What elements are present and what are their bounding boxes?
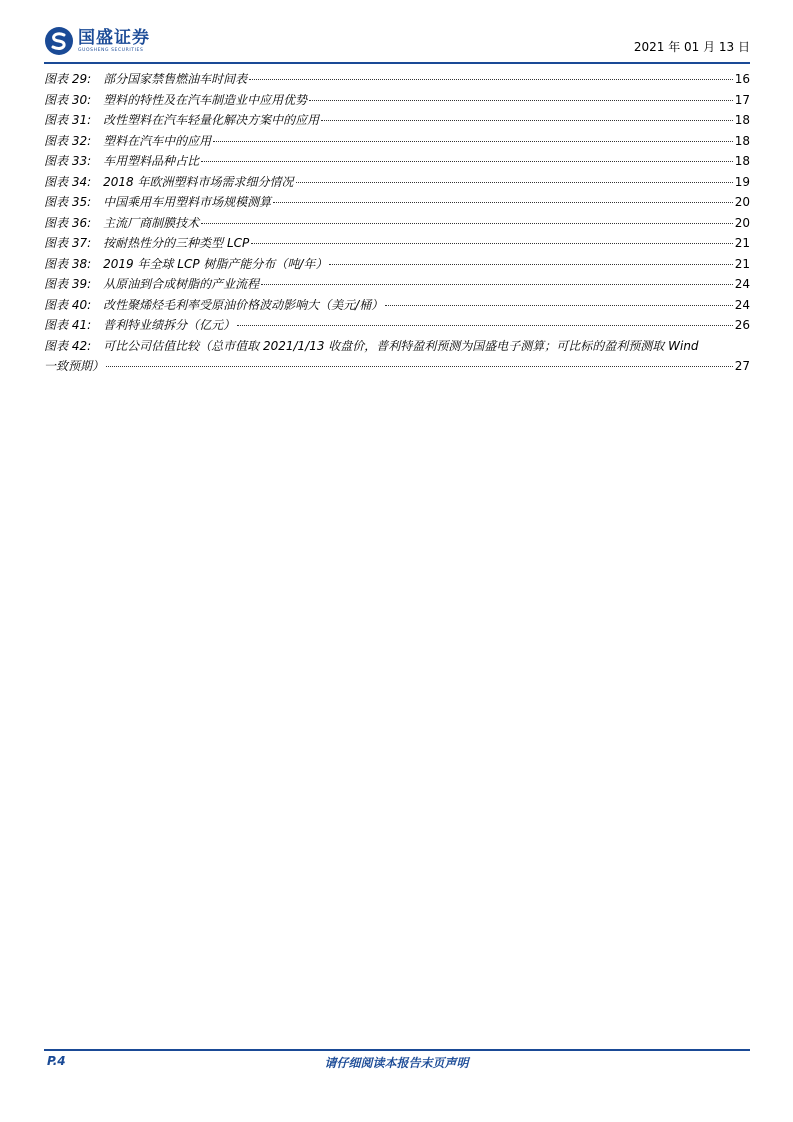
toc-figure-title: 可比公司估值比较（总市值取 2021/1/13 收盘价，普利特盈利预测为国盛电子测算；可比标的盈利预测取 Wind	[103, 338, 699, 353]
toc-figure-title-continued: 一致预期）	[44, 359, 105, 373]
toc-page-number: 27	[734, 359, 750, 373]
logo-name: 国盛证券	[78, 27, 150, 48]
toc-entry[interactable]	[44, 274, 750, 295]
toc-page-number: 18	[734, 154, 750, 168]
figure-table-of-contents	[44, 69, 750, 377]
dot-leader	[201, 223, 733, 224]
toc-page-number: 18	[734, 133, 750, 148]
toc-figure-label: 图表 40:	[44, 297, 92, 312]
toc-entry[interactable]	[44, 336, 750, 377]
toc-entry[interactable]	[44, 233, 750, 254]
toc-entry[interactable]	[44, 295, 750, 316]
toc-figure-label: 图表 31:	[44, 113, 92, 127]
toc-figure-title: 从原油到合成树脂的产业流程	[103, 277, 260, 291]
toc-page-number: 24	[734, 277, 750, 291]
toc-entry[interactable]	[44, 131, 750, 152]
dot-leader	[329, 264, 732, 265]
toc-figure-label: 图表 41:	[44, 318, 92, 332]
toc-page-number: 18	[734, 113, 750, 127]
dot-leader	[237, 325, 733, 326]
toc-entry[interactable]	[44, 90, 750, 111]
toc-figure-label: 图表 38:	[44, 256, 92, 271]
dot-leader	[249, 79, 733, 80]
dot-leader	[261, 284, 733, 285]
toc-entry[interactable]	[44, 213, 750, 234]
toc-figure-title: 主流厂商制膜技术	[103, 215, 200, 230]
toc-page-number: 21	[734, 236, 750, 250]
report-date: 2021 年 01 月 13 日	[633, 40, 750, 54]
toc-entry[interactable]	[44, 172, 750, 193]
dot-leader	[385, 305, 733, 306]
toc-figure-label: 图表 33:	[44, 154, 92, 168]
toc-figure-title: 改性聚烯烃毛利率受原油价格波动影响大（美元/桶）	[103, 297, 384, 312]
toc-entry[interactable]	[44, 69, 750, 90]
toc-page-number: 24	[734, 297, 750, 312]
toc-figure-title: 按耐热性分的三种类型 LCP	[103, 236, 250, 250]
logo-icon	[44, 26, 74, 56]
toc-figure-title: 中国乘用车用塑料市场规模测算	[103, 195, 272, 209]
toc-figure-title: 部分国家禁售燃油车时间表	[103, 72, 248, 86]
toc-page-number: 26	[734, 318, 750, 332]
dot-leader	[273, 202, 733, 203]
dot-leader	[309, 100, 733, 101]
toc-figure-title: 普利特业绩拆分（亿元）	[103, 318, 236, 332]
company-logo	[44, 26, 150, 56]
toc-entry[interactable]	[44, 110, 750, 131]
footer-divider	[44, 1049, 750, 1051]
dot-leader	[213, 141, 733, 142]
toc-figure-label: 图表 36:	[44, 215, 92, 230]
toc-figure-title: 塑料在汽车中的应用	[103, 133, 212, 148]
toc-figure-label: 图表 39:	[44, 277, 92, 291]
toc-figure-label: 图表 35:	[44, 195, 92, 209]
dot-leader	[321, 120, 733, 121]
toc-page-number: 19	[734, 174, 750, 189]
toc-figure-label: 图表 29:	[44, 72, 92, 86]
toc-figure-label: 图表 37:	[44, 236, 92, 250]
dot-leader	[201, 161, 733, 162]
dot-leader	[251, 243, 732, 244]
page-header	[44, 26, 750, 66]
toc-page-number: 20	[734, 195, 750, 209]
toc-page-number: 21	[734, 256, 750, 271]
dot-leader	[106, 366, 733, 367]
toc-figure-title: 2019 年全球 LCP 树脂产能分布（吨/年）	[103, 256, 328, 271]
toc-entry[interactable]	[44, 254, 750, 275]
toc-entry[interactable]	[44, 315, 750, 336]
toc-figure-label: 图表 34:	[44, 174, 92, 189]
toc-figure-label: 图表 32:	[44, 133, 92, 148]
toc-entry[interactable]	[44, 192, 750, 213]
toc-figure-label: 图表 30:	[44, 92, 92, 107]
disclaimer-notice: 请仔细阅读本报告末页声明	[324, 1056, 469, 1070]
toc-entry[interactable]	[44, 151, 750, 172]
toc-figure-title: 2018 年欧洲塑料市场需求细分情况	[103, 174, 294, 189]
toc-figure-label: 图表 42:	[44, 338, 92, 353]
toc-page-number: 17	[734, 92, 750, 107]
toc-figure-title: 塑料的特性及在汽车制造业中应用优势	[103, 92, 308, 107]
toc-page-number: 16	[734, 72, 750, 86]
toc-figure-title: 车用塑料品种占比	[103, 154, 200, 168]
logo-subname: GUOSHENG SECURITIES	[78, 47, 144, 53]
dot-leader	[296, 182, 733, 183]
page-number: P.4	[47, 1054, 66, 1068]
header-divider	[44, 62, 750, 64]
toc-figure-title: 改性塑料在汽车轻量化解决方案中的应用	[103, 113, 320, 127]
toc-page-number: 20	[734, 215, 750, 230]
